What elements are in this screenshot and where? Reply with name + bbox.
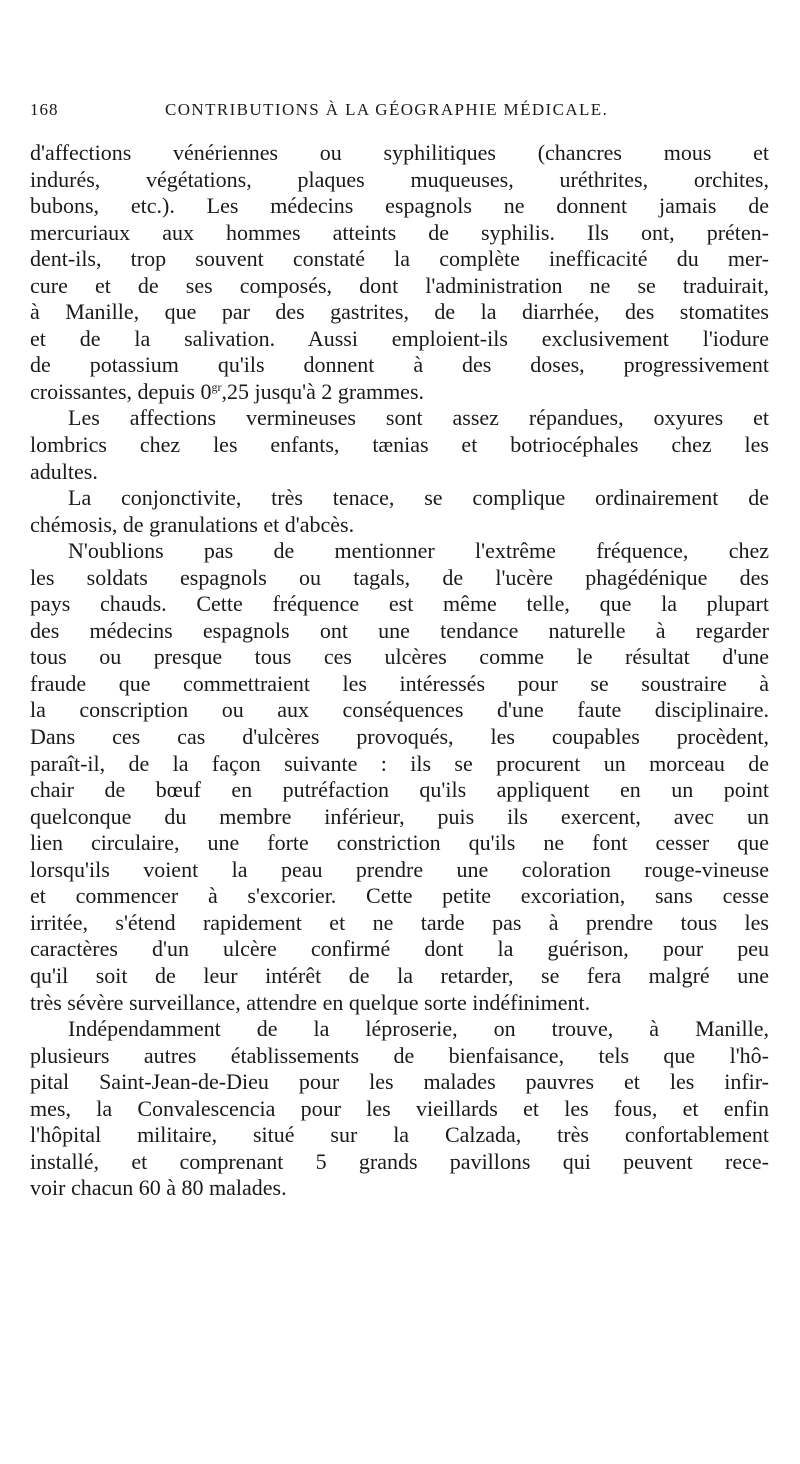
- text-line: N'oublions pas de mentionner l'extrême fréquence, chez: [68, 538, 769, 564]
- text-line: cure et de ses composés, dont l'administration ne se traduirait,: [30, 272, 769, 298]
- text-line: les soldats espagnols ou tagals, de l'ucère phagédénique des: [30, 564, 769, 590]
- text-line: irritée, s'étend rapidement et ne tarde pas à prendre tous les: [30, 909, 769, 935]
- unit-superscript: gr: [211, 379, 222, 394]
- text-line: tous ou presque tous ces ulcères comme le résultat d'une: [30, 644, 769, 670]
- text-segment: ,25 jusqu'à 2 grammes.: [221, 378, 425, 404]
- text-line: fraude que commettraient les intéressés pour se soustraire à: [30, 670, 769, 696]
- body-text: [30, 140, 769, 1202]
- text-line: lombrics chez les enfants, tænias et botriocéphales chez les: [30, 432, 769, 458]
- text-line: bubons, etc.). Les médecins espagnols ne donnent jamais de: [30, 193, 769, 219]
- text-line: voir chacun 60 à 80 malades.: [30, 1175, 287, 1201]
- text-line: caractères d'un ulcère confirmé dont la guérison, pour peu: [30, 936, 769, 962]
- text-line: Indépendamment de la léproserie, on trouve, à Manille,: [68, 1016, 769, 1042]
- text-line: et de la salivation. Aussi emploient-ils exclusivement l'iodure: [30, 325, 769, 351]
- text-line: adultes.: [30, 458, 98, 484]
- text-line: mes, la Convalescencia pour les vieillards et les fous, et enfin: [30, 1095, 769, 1121]
- text-line: la conscription ou aux conséquences d'une faute disciplinaire.: [30, 697, 769, 723]
- text-line: pays chauds. Cette fréquence est même telle, que la plupart: [30, 591, 769, 617]
- text-line: l'hôpital militaire, situé sur la Calzada, très confortablement: [30, 1122, 769, 1148]
- text-line: pital Saint-Jean-de-Dieu pour les malades pauvres et les infir-: [30, 1069, 769, 1095]
- paragraph-syphilis: [30, 140, 769, 405]
- text-line: de potassium qu'ils donnent à des doses, progressivement: [30, 352, 769, 378]
- text-line: d'affections vénériennes ou syphilitiques (chancres mous et: [30, 140, 769, 165]
- running-head: [30, 100, 770, 130]
- text-line: Les affections vermineuses sont assez répandues, oxyures et: [68, 405, 769, 431]
- paragraph-conjonctivite: [30, 485, 769, 538]
- text-line: lorsqu'ils voient la peau prendre une coloration rouge-vineuse: [30, 856, 769, 882]
- text-line: La conjonctivite, très tenace, se complique ordinairement de: [68, 485, 769, 511]
- paragraph-etablissements: [30, 1016, 769, 1202]
- text-line: et commencer à s'excorier. Cette petite excoriation, sans cesse: [30, 883, 769, 909]
- text-line: dent-ils, trop souvent constaté la complète inefficacité du mer-: [30, 246, 769, 272]
- text-line: chair de bœuf en putréfaction qu'ils appliquent en un point: [30, 777, 769, 803]
- text-line: chémosis, de granulations et d'abcès.: [30, 511, 355, 537]
- text-line: très sévère surveillance, attendre en quelque sorte indéfiniment.: [30, 989, 591, 1015]
- text-line: paraît-il, de la façon suivante : ils se procurent un morceau de: [30, 750, 769, 776]
- text-line: lien circulaire, une forte constriction qu'ils ne font cesser que: [30, 830, 769, 856]
- text-line: indurés, végétations, plaques muqueuses, uréthrites, orchites,: [30, 166, 769, 192]
- paragraph-vermineuses: [30, 405, 769, 485]
- text-line: qu'il soit de leur intérêt de la retarder, se fera malgré une: [30, 962, 769, 988]
- text-line: quelconque du membre inférieur, puis ils exercent, avec un: [30, 803, 769, 829]
- text-line: à Manille, que par des gastrites, de la diarrhée, des stomatites: [30, 299, 769, 325]
- page-number: 168: [30, 100, 59, 119]
- running-title: CONTRIBUTIONS À LA GÉOGRAPHIE MÉDICALE.: [165, 100, 609, 119]
- text-line: mercuriaux aux hommes atteints de syphilis. Ils ont, préten-: [30, 219, 769, 245]
- text-line: des médecins espagnols ont une tendance naturelle à regarder: [30, 617, 769, 643]
- text-line: Dans ces cas d'ulcères provoqués, les coupables procèdent,: [30, 724, 769, 750]
- text-line: installé, et comprenant 5 grands pavillons qui peuvent rece-: [30, 1148, 769, 1174]
- text-segment: croissantes, depuis 0: [30, 378, 212, 404]
- paragraph-ulcere: [30, 538, 769, 1016]
- text-line: plusieurs autres établissements de bienfaisance, tels que l'hô-: [30, 1042, 769, 1068]
- text-line: [30, 379, 769, 406]
